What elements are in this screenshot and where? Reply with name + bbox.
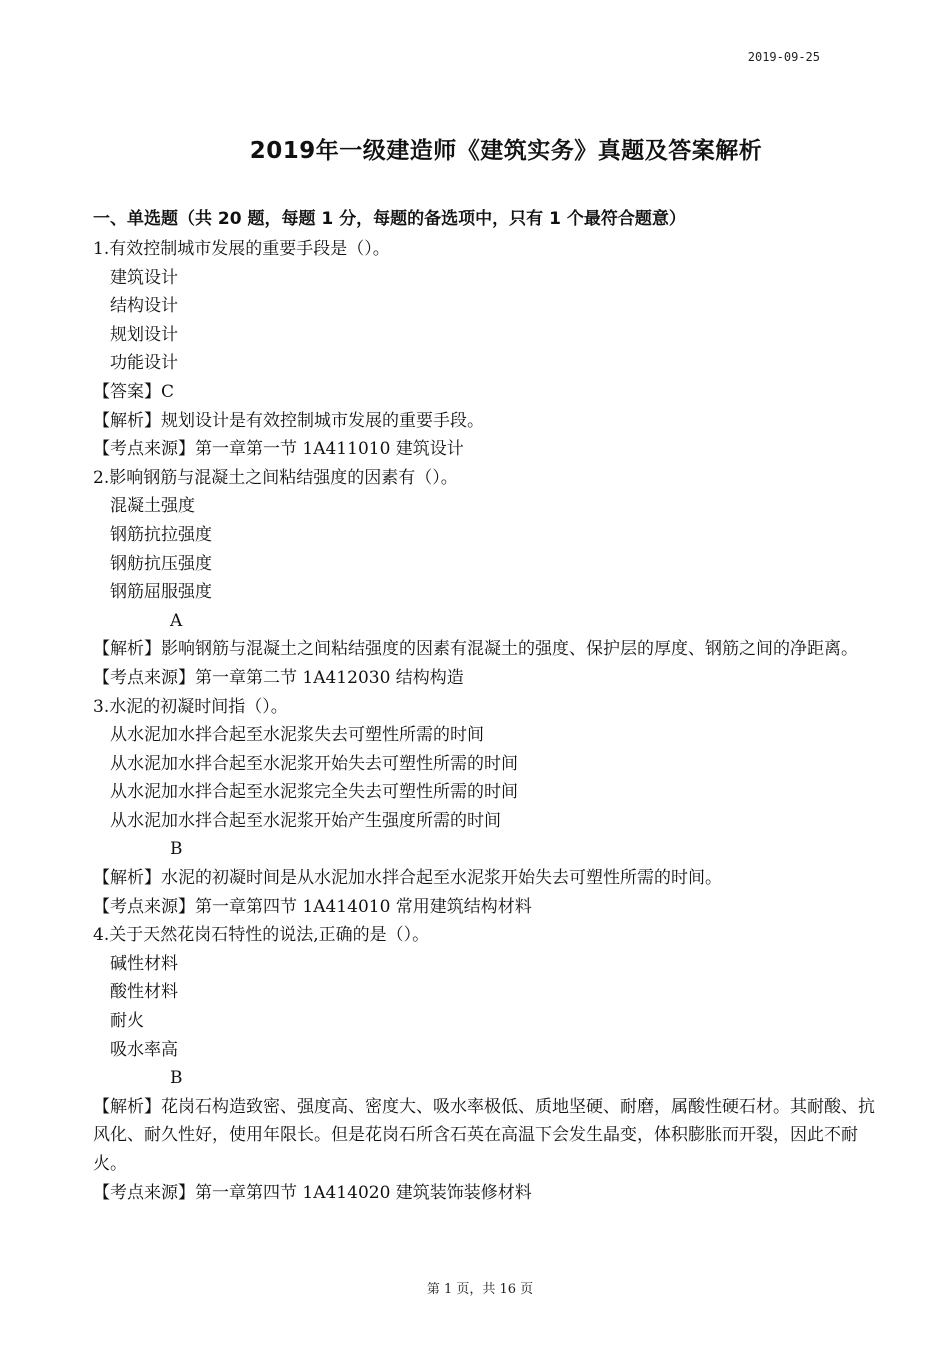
- option-b: 酸性材料: [110, 982, 178, 1003]
- source: 【考点来源】第一章第一节 1A411010 建筑设计: [93, 439, 464, 460]
- question-stem: 2.影响钢筋与混凝土之间粘结强度的因素有（）。: [93, 467, 458, 488]
- analysis: 【解析】水泥的初凝时间是从水泥加水拌合起至水泥浆开始失去可塑性所需的时间。: [93, 868, 722, 889]
- source: 【考点来源】第一章第二节 1A412030 结构构造: [93, 667, 464, 688]
- answer: B: [170, 839, 183, 860]
- option-d: 吸水率高: [110, 1039, 178, 1060]
- option-c: 耐火: [110, 1011, 144, 1032]
- question-stem: 3.水泥的初凝时间指（）。: [93, 696, 288, 717]
- page-footer: 第 1 页，共 16 页: [426, 1282, 534, 1297]
- option-c: 从水泥加水拌合起至水泥浆完全失去可塑性所需的时间: [110, 782, 518, 803]
- document-date: 2019-09-25: [747, 50, 820, 64]
- source: 【考点来源】第一章第四节 1A414020 建筑装饰装修材料: [93, 1182, 532, 1203]
- option-d: 钢筋屈服强度: [110, 582, 212, 603]
- question-stem: 4.关于天然花岗石特性的说法,正确的是（）。: [93, 925, 430, 946]
- answer: 【答案】C: [93, 381, 175, 402]
- analysis: 【解析】影响钢筋与混凝土之间粘结强度的因素有混凝土的强度、保护层的厚度、钢筋之间的净距离。: [93, 639, 858, 660]
- analysis: 【解析】规划设计是有效控制城市发展的重要手段。: [93, 410, 484, 431]
- analysis: 【解析】花岗石构造致密、强度高、密度大、吸水率极低、质地坚硬、耐磨，属酸性硬石材。其耐酸、抗风化、耐久性好，使用年限长。但是花岗石所含石英在高温下会发生晶变，体积膨胀而开裂，因此不耐火。: [93, 1096, 875, 1174]
- option-b: 结构设计: [110, 296, 178, 317]
- answer: A: [170, 610, 183, 631]
- document-title: 2019年一级建造师《建筑实务》真题及答案解析: [249, 138, 763, 164]
- question-4: [93, 921, 878, 1207]
- section-heading: 一、单选题（共 20 题，每题 1 分，每题的备选项中，只有 1 个最符合题意）: [93, 209, 686, 229]
- option-a: 混凝土强度: [110, 496, 195, 517]
- option-c: 规划设计: [110, 324, 178, 345]
- question-stem: 1.有效控制城市发展的重要手段是（）。: [93, 239, 390, 259]
- answer: B: [170, 1068, 183, 1089]
- option-a: 从水泥加水拌合起至水泥浆失去可塑性所需的时间: [110, 725, 484, 746]
- option-b: 从水泥加水拌合起至水泥浆开始失去可塑性所需的时间: [110, 753, 518, 774]
- option-b: 钢筋抗拉强度: [110, 524, 212, 545]
- option-d: 功能设计: [110, 353, 178, 374]
- question-1: [93, 235, 878, 464]
- source: 【考点来源】第一章第四节 1A414010 常用建筑结构材料: [93, 896, 532, 917]
- question-3: [93, 693, 878, 922]
- option-d: 从水泥加水拌合起至水泥浆开始产生强度所需的时间: [110, 810, 501, 831]
- question-2: [93, 464, 878, 693]
- document-body: [93, 203, 878, 1207]
- option-a: 建筑设计: [110, 267, 178, 288]
- option-c: 钢舫抗压强度: [110, 553, 212, 574]
- option-a: 碱性材料: [110, 953, 178, 974]
